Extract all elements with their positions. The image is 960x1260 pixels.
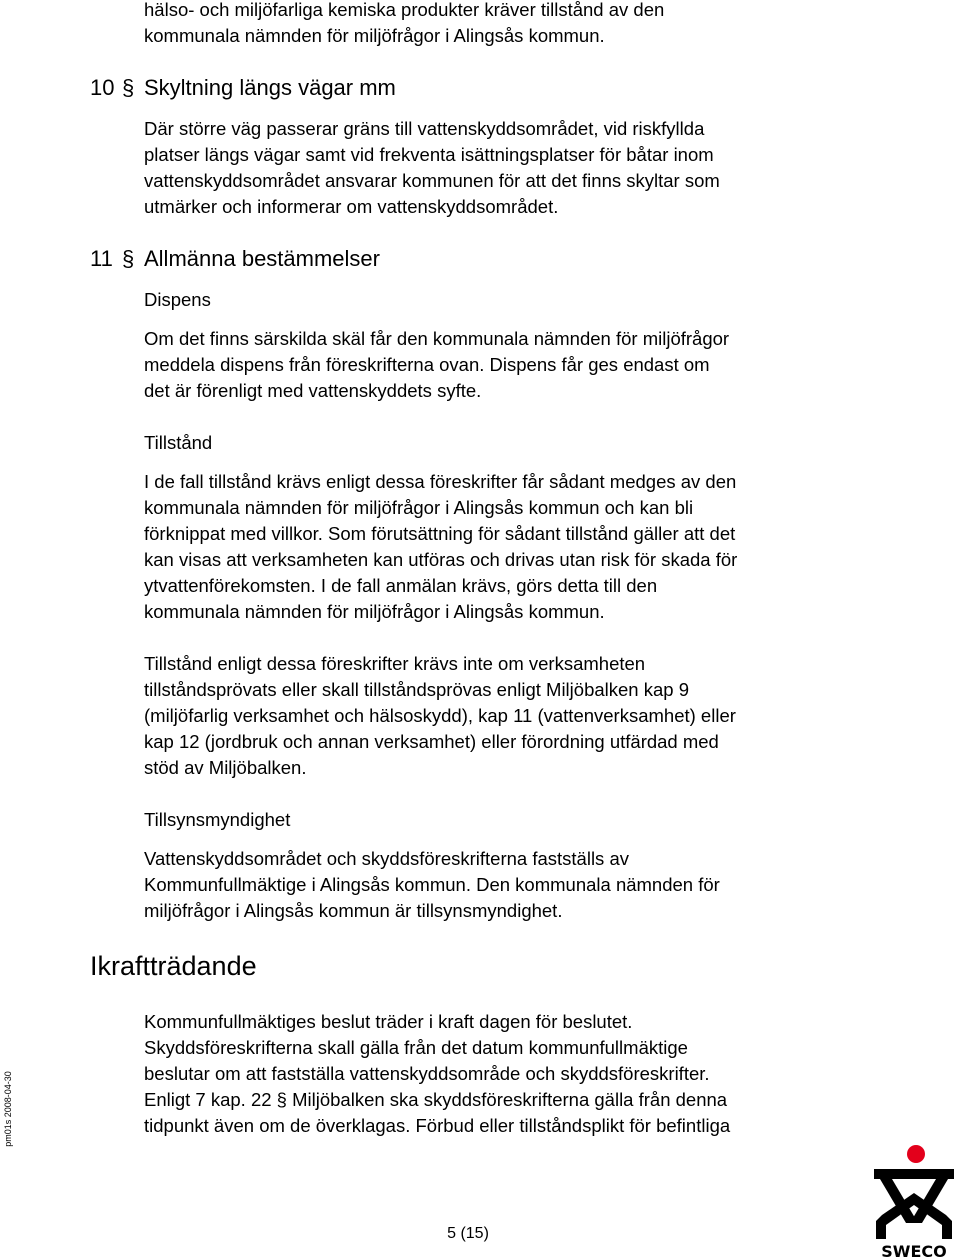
- ikraft-paragraph: Kommunfullmäktiges beslut träder i kraft dagen för beslutet. Skyddsföreskrifterna skall gälla från det datum kommunfullmäktige beslutar om att fastställa vattenskyddsområde och skyddsföreskrifter. Enligt 7 kap. 22 § Miljöbalken ska skyddsföreskrifterna gälla från denna tidpunkt även om de överklagas. Förbud eller tillståndsplikt för befintliga: [144, 1011, 731, 1136]
- logo-red-dot: [907, 1145, 925, 1163]
- section-11-heading: [90, 245, 380, 273]
- tillsyn-paragraph: Vattenskyddsområdet och skyddsföreskrifterna fastställs av Kommunfullmäktige i Alingsås kommun. Den kommunala nämnden för miljöfrågor i Alingsås kommun är tillsynsmyndighet.: [144, 848, 720, 921]
- section-10-heading: [90, 74, 396, 102]
- section-title: Skyltning längs vägar mm: [144, 75, 396, 100]
- section-number: 11: [90, 246, 113, 271]
- tillsyn-heading: Tillsynsmyndighet: [144, 809, 291, 830]
- section-10-paragraph: Där större väg passerar gräns till vattenskyddsområdet, vid riskfyllda platser längs vägar samt vid frekventa isättningsplatser för båtar inom vattenskyddsområdet ansvarar kommunen för att det finns skyltar som utmärker och informerar om vattenskyddsområdet.: [144, 118, 720, 217]
- paragraph-sign: §: [122, 246, 135, 271]
- sweco-logo: [872, 1143, 956, 1260]
- tillstand-heading: Tillstånd: [144, 432, 213, 453]
- logo-text: SWECO: [881, 1242, 947, 1260]
- section-number: 10: [90, 75, 115, 100]
- paragraph-sign: §: [122, 75, 135, 100]
- paragraph-top: hälso- och miljöfarliga kemiska produkter kräver tillstånd av den kommunala nämnden för miljöfrågor i Alingsås kommun.: [144, 0, 665, 46]
- tillstand-paragraph-1: I de fall tillstånd krävs enligt dessa föreskrifter får sådant medges av den kommunala nämnden för miljöfrågor i Alingsås kommun och kan bli förknippat med villkor. Som förutsättning för sådant tillstånd gäller att det kan visas att verksamheten kan utföras och drivas utan risk för skada för ytvattenförekomsten. I de fall anmälan krävs, görs detta till den kommunala nämnden för miljöfrågor i Alingsås kommun.: [144, 471, 738, 622]
- dispens-heading: Dispens: [144, 289, 211, 310]
- page-number: 5 (15): [447, 1225, 489, 1242]
- section-title: Allmänna bestämmelser: [144, 246, 380, 271]
- ikraft-heading: Ikraftträdande: [90, 951, 257, 981]
- side-stamp: pm01s 2008-04-30: [3, 1071, 13, 1147]
- tillstand-paragraph-2: Tillstånd enligt dessa föreskrifter krävs inte om verksamheten tillståndsprövats eller skall tillståndsprövas enligt Miljöbalken kap 9 (miljöfarlig verksamhet och hälsoskydd), kap 11 (vattenverksamhet) eller kap 12 (jordbruk och annan verksamhet) eller förordning utfärdad med stöd av Miljöbalken.: [144, 653, 736, 778]
- logo-roof: [876, 1193, 952, 1239]
- dispens-paragraph: Om det finns särskilda skäl får den kommunala nämnden för miljöfrågor meddela dispens från föreskrifterna ovan. Dispens får ges endast om det är förenligt med vattenskyddets syfte.: [144, 328, 730, 401]
- logo-bar: [874, 1169, 954, 1179]
